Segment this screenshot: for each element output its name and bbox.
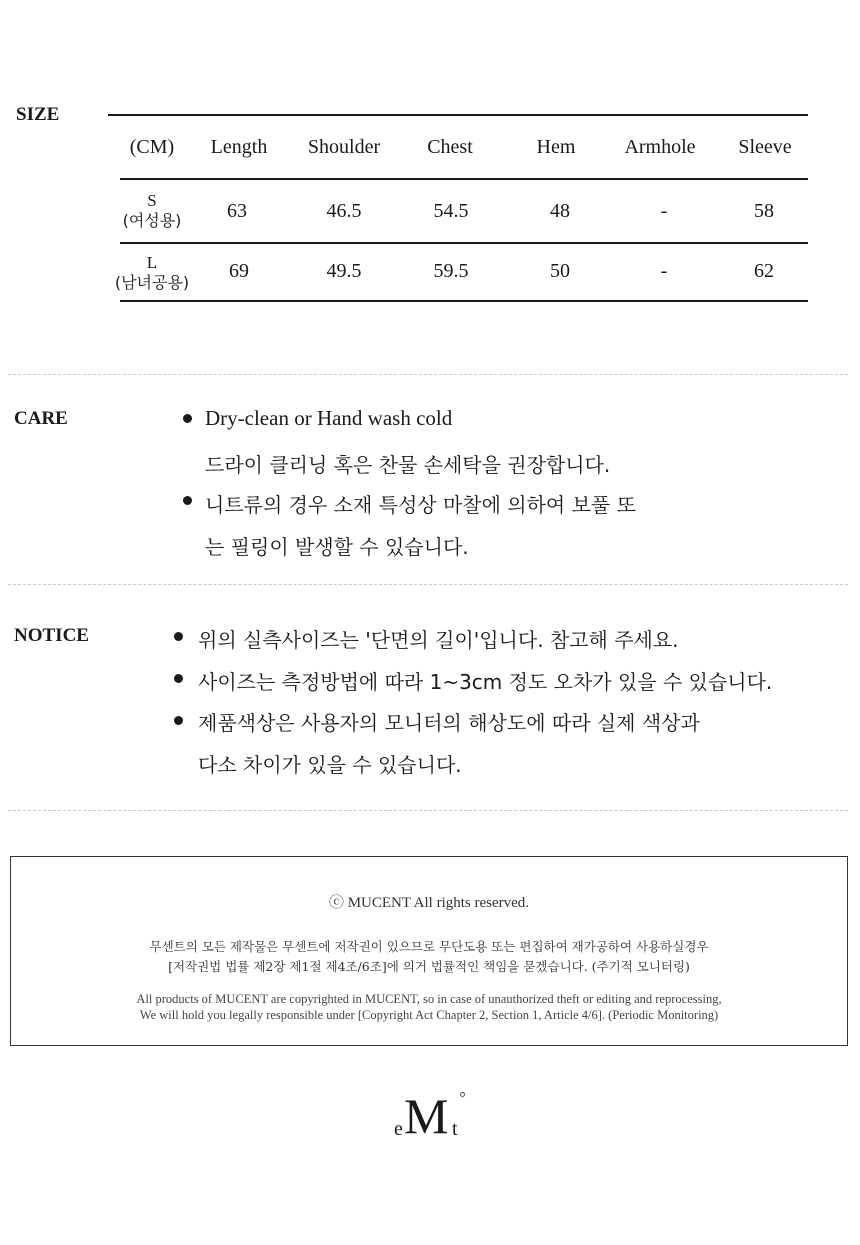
care-item-line: 는 필링이 발생할 수 있습니다. bbox=[205, 535, 469, 559]
divider bbox=[8, 810, 848, 811]
copyright-kr-line: [저작권법 법률 제2장 제1절 제4조/6조]에 의거 법률적인 책임을 묻겠습니다. (주기적 모니터링) bbox=[168, 959, 690, 974]
col-header-armhole: Armhole bbox=[624, 136, 696, 158]
col-header-sleeve: Sleeve bbox=[738, 136, 792, 158]
notice-item-line: 사이즈는 측정방법에 따라 1~3cm 정도 오차가 있을 수 있습니다. bbox=[198, 670, 773, 694]
logo-letter-e: e bbox=[394, 1118, 403, 1140]
row-label-l bbox=[115, 253, 189, 293]
row-size: L bbox=[146, 253, 158, 272]
logo-letter-m: M bbox=[404, 1088, 449, 1144]
copyright-kr-line: 무센트의 모든 제작물은 무센트에 저작권이 있으므로 무단도용 또는 편집하여 재가공하여 사용하실경우 bbox=[149, 939, 709, 954]
divider bbox=[8, 584, 848, 585]
cell-length: 69 bbox=[229, 260, 249, 282]
bullet-icon bbox=[183, 414, 192, 423]
cell-sleeve: 58 bbox=[754, 200, 774, 222]
copyright-en-line: All products of MUCENT are copyrighted in MUCENT, so in case of unauthorized theft or editing and reprocessing, bbox=[136, 992, 722, 1006]
bullet-icon bbox=[174, 632, 183, 641]
logo-letter-t: t bbox=[452, 1118, 458, 1140]
cell-chest: 59.5 bbox=[433, 260, 469, 282]
bullet-icon bbox=[174, 674, 183, 683]
cell-hem: 50 bbox=[550, 260, 570, 282]
notice-item-line: 제품색상은 사용자의 모니터의 해상도에 따라 실제 색상과 bbox=[198, 711, 700, 735]
col-header-hem: Hem bbox=[536, 136, 576, 158]
cell-armhole: - bbox=[660, 200, 668, 222]
copyright-en-line: We will hold you legally responsible under [Copyright Act Chapter 2, Section 1, Article 4/6]. (Periodic Monitoring) bbox=[139, 1008, 719, 1022]
care-item-line: Dry-clean or Hand wash cold bbox=[205, 406, 453, 430]
copyright-box bbox=[10, 856, 848, 1046]
bullet-icon bbox=[183, 496, 192, 505]
row-label-s bbox=[123, 191, 182, 231]
col-header-length: Length bbox=[210, 136, 268, 158]
row-size-note: (남녀공용) bbox=[114, 273, 190, 292]
care-item-line: 드라이 클리닝 혹은 찬물 손세탁을 권장합니다. bbox=[205, 453, 611, 477]
notice-heading: NOTICE bbox=[14, 625, 89, 646]
notice-item-line: 다소 차이가 있을 수 있습니다. bbox=[198, 753, 462, 777]
col-header-shoulder: Shoulder bbox=[307, 136, 381, 158]
cell-length: 63 bbox=[227, 200, 247, 222]
logo-degree-icon bbox=[460, 1092, 465, 1097]
col-header-chest: Chest bbox=[427, 136, 473, 158]
cell-sleeve: 62 bbox=[754, 260, 774, 282]
cell-hem: 48 bbox=[550, 200, 570, 222]
cell-shoulder: 46.5 bbox=[326, 200, 362, 222]
mucent-logo bbox=[394, 1088, 474, 1148]
cell-chest: 54.5 bbox=[433, 200, 469, 222]
bullet-icon bbox=[174, 716, 183, 725]
row-size-note: (여성용) bbox=[122, 211, 182, 230]
table-bottom-rule bbox=[120, 300, 808, 302]
table-top-rule bbox=[108, 114, 808, 116]
cell-shoulder: 49.5 bbox=[326, 260, 362, 282]
table-header-rule bbox=[120, 178, 808, 180]
copyright-title: ⓒ MUCENT All rights reserved. bbox=[328, 895, 530, 911]
table-row-rule bbox=[120, 242, 808, 244]
care-item-line: 니트류의 경우 소재 특성상 마찰에 의하여 보풀 또 bbox=[205, 493, 636, 517]
notice-item-line: 위의 실측사이즈는 '단면의 길이'입니다. 참고해 주세요. bbox=[198, 628, 679, 652]
cell-armhole: - bbox=[660, 260, 668, 282]
row-size: S bbox=[147, 191, 157, 210]
divider bbox=[8, 374, 848, 375]
care-heading: CARE bbox=[14, 408, 68, 429]
size-heading: SIZE bbox=[16, 104, 60, 125]
col-header-unit: (CM) bbox=[129, 136, 175, 158]
